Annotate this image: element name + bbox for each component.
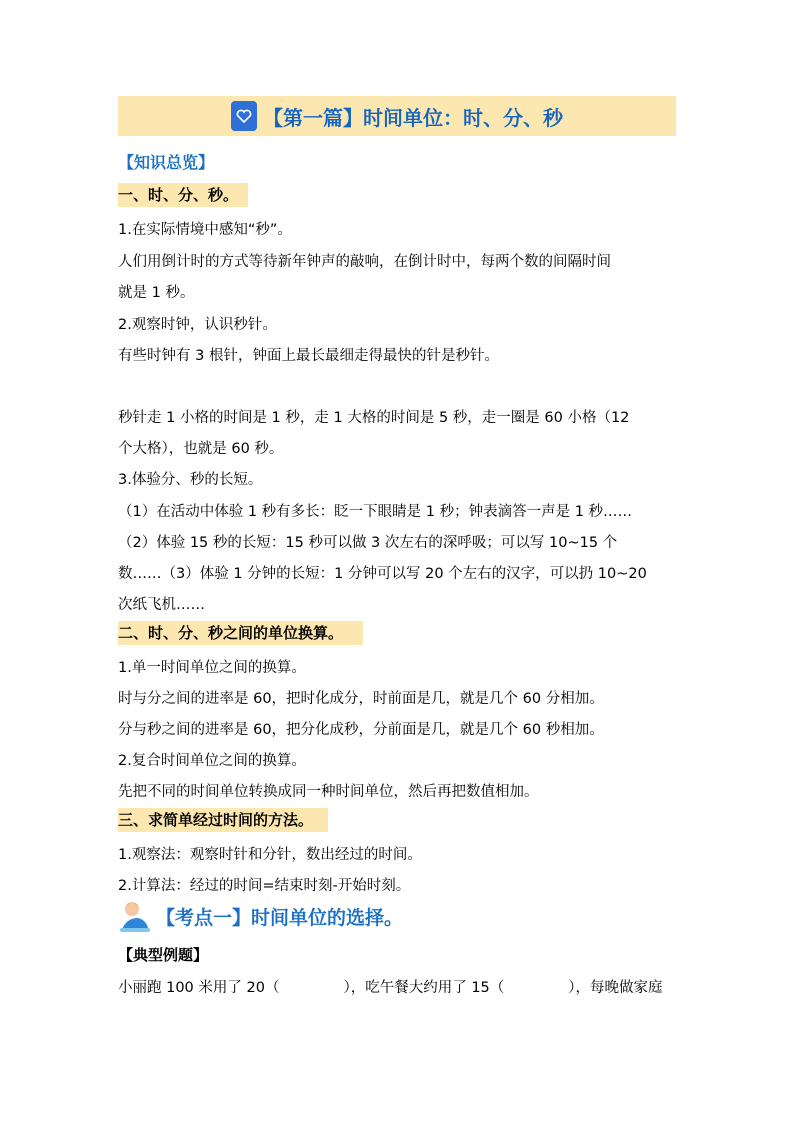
s1-p11: 数……（3）体验 1 分钟的长短：1 分钟可以写 20 个左右的汉字，可以扔 10~20 [118,566,647,582]
s1-p9: （1）在活动中体验 1 秒有多长：眨一下眼睛是 1 秒；钟表滴答一声是 1 秒…… [118,504,633,520]
s1-p1: 1.在实际情境中感知“秒”。 [118,222,292,238]
example-part-c: ），每晚做家庭 [568,980,663,996]
s3-p2: 2.计算法：经过的时间=结束时刻-开始时刻。 [118,878,411,894]
s1-p7: 个大格），也就是 60 秒。 [118,441,284,457]
s2-p5: 先把不同的时间单位转换成同一种时间单位，然后再把数值相加。 [118,784,539,800]
s2-p1: 1.单一时间单位之间的换算。 [118,660,306,676]
s1-p4: 2.观察时钟，认识秒针。 [118,317,277,333]
example-question [118,976,663,997]
key-point-title: 【考点一】时间单位的选择。 [156,906,404,929]
s1-p6: 秒针走 1 小格的时间是 1 秒，走 1 大格的时间是 5 秒，走一圈是 60 小格（12 [118,410,630,426]
s2-p3: 分与秒之间的进率是 60，把分化成秒，分前面是几，就是几个 60 秒相加。 [118,722,604,738]
s1-p8: 3.体验分、秒的长短。 [118,472,263,488]
key-point-heading [118,898,403,934]
example-heading: 【典型例题】 [118,946,209,964]
s1-p3: 就是 1 秒。 [118,285,195,301]
s1-p10: （2）体验 15 秒的长短：15 秒可以做 3 次左右的深呼吸；可以写 10~15 个 [118,535,618,551]
s2-p2: 时与分之间的进率是 60，把时化成分，时前面是几，就是几个 60 分相加。 [118,691,604,707]
page-title: 【第一篇】时间单位：时、分、秒 [263,105,563,130]
section-2-heading: 二、时、分、秒之间的单位换算。 [118,621,363,645]
overview-heading: 【知识总览】 [118,153,215,172]
example-part-a: 小丽跑 100 米用了 20（ [118,980,280,996]
s1-p5: 有些时钟有 3 根针，钟面上最长最细走得最快的针是秒针。 [118,348,499,364]
student-icon [118,898,152,934]
title-banner [118,96,676,136]
s1-p2: 人们用倒计时的方式等待新年钟声的敲响，在倒计时中，每两个数的间隔时间 [118,254,611,270]
section-1-heading: 一、时、分、秒。 [118,183,248,207]
s2-p4: 2.复合时间单位之间的换算。 [118,753,306,769]
heart-book-icon [231,101,257,131]
example-part-b: ），吃午餐大约用了 15（ [343,980,505,996]
s3-p1: 1.观察法：观察时针和分针，数出经过的时间。 [118,847,422,863]
section-3-heading: 三、求简单经过时间的方法。 [118,808,328,832]
s1-p12: 次纸飞机…… [118,597,205,613]
